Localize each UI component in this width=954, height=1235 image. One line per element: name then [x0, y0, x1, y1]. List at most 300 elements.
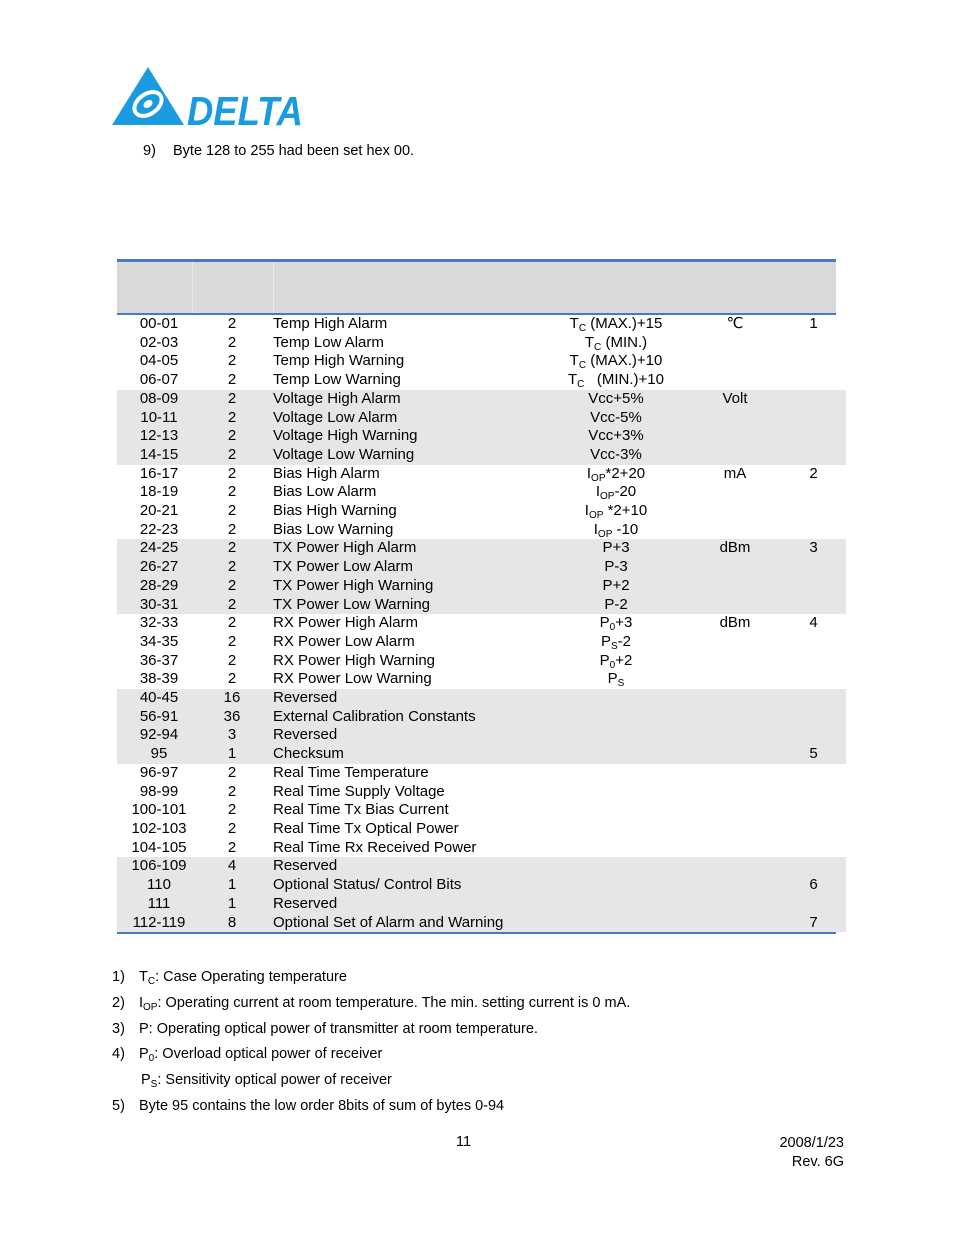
footnote-text-rest: : Operating current at room temperature. The min. setting current is 0 mA.	[157, 994, 631, 1011]
note-ref	[781, 726, 846, 745]
unit	[689, 502, 781, 521]
revision-label: Rev. 6G	[791, 1154, 844, 1170]
byte-count: 2	[227, 483, 237, 501]
note-ref	[781, 633, 846, 652]
delta-wordmark: DELTA	[187, 88, 303, 128]
threshold-value	[543, 502, 689, 521]
footnote-item	[112, 1042, 630, 1068]
byte-count: 2	[201, 539, 263, 558]
byte-count: 2	[227, 819, 237, 837]
field-name: Voltage Low Alarm	[263, 409, 543, 428]
table-row	[117, 895, 846, 914]
byte-count: 2	[227, 502, 237, 520]
note-ref	[781, 334, 846, 353]
footnote-text-rest: : Overload optical power of receiver	[154, 1046, 383, 1063]
table-row	[117, 446, 846, 465]
value-suffix: (MAX.)+10	[586, 352, 663, 370]
unit	[689, 670, 781, 689]
value-suffix: *2+20	[605, 464, 646, 482]
value-suffix: +3	[615, 614, 633, 632]
table-row	[117, 334, 846, 353]
value-subscript: C	[577, 379, 585, 391]
field-name: TX Power High Alarm	[263, 539, 543, 558]
revision-block	[779, 1134, 844, 1172]
byte-address: 92-94	[117, 726, 201, 745]
unit	[689, 857, 781, 876]
table-row	[117, 539, 846, 558]
field-name: Voltage High Alarm	[263, 390, 543, 409]
note-ref: 1	[809, 315, 818, 332]
table-row	[117, 596, 846, 615]
threshold-value	[543, 652, 689, 671]
table-row	[117, 409, 846, 428]
threshold-value	[543, 633, 689, 652]
unit: dBm	[689, 539, 781, 558]
note-ref	[781, 895, 846, 914]
footnote-subscript: C	[147, 976, 156, 987]
field-name: Voltage High Warning	[263, 427, 543, 446]
unit	[689, 708, 781, 727]
table-row	[117, 801, 846, 820]
byte-count: 2	[227, 371, 237, 389]
field-name: RX Power Low Warning	[273, 670, 432, 688]
note-ref	[781, 820, 846, 839]
table-row	[117, 390, 846, 409]
byte-count: 1	[201, 745, 263, 764]
threshold-value	[543, 857, 689, 876]
byte-count: 1	[201, 895, 263, 914]
byte-address: 100-101	[131, 801, 187, 819]
table-body	[117, 315, 846, 932]
value-main: Vcc+5%	[588, 389, 644, 407]
threshold-value	[543, 708, 689, 727]
value-main: P-2	[604, 595, 628, 613]
threshold-value	[543, 409, 689, 428]
field-name: RX Power Low Alarm	[273, 632, 415, 650]
byte-count: 2	[227, 651, 237, 669]
note-ref	[781, 839, 846, 858]
field-name: Real Time Tx Bias Current	[273, 801, 449, 819]
footnote-text-rest: : Sensitivity optical power of receiver	[157, 1072, 392, 1089]
field-name: Reserved	[263, 895, 543, 914]
byte-address: 96-97	[139, 763, 179, 781]
footnote-text: P	[139, 1046, 149, 1063]
page-number: 11	[456, 1134, 472, 1150]
table-row	[117, 652, 846, 671]
footnote-text: Byte 95 contains the low order 8bits of sum of bytes 0-94	[139, 1097, 505, 1114]
value-main: P	[599, 614, 610, 632]
field-name: Real Time Rx Received Power	[273, 838, 477, 856]
byte-count: 2	[227, 782, 237, 800]
footnote-text: T	[139, 969, 148, 985]
byte-count: 2	[201, 577, 263, 596]
value-subscript: C	[578, 360, 587, 372]
byte-address: 36-37	[139, 651, 179, 669]
footnote-text: I	[139, 994, 144, 1011]
table-row	[117, 614, 846, 633]
value-main: P	[600, 632, 611, 650]
unit	[689, 726, 781, 745]
byte-address: 24-25	[117, 539, 201, 558]
byte-count: 2	[201, 558, 263, 577]
field-name: Reserved	[263, 857, 543, 876]
byte-address: 20-21	[139, 502, 179, 520]
byte-count: 4	[201, 857, 263, 876]
byte-count: 36	[201, 708, 263, 727]
field-name: Temp Low Alarm	[273, 333, 384, 351]
field-name: Checksum	[263, 745, 543, 764]
field-name: External Calibration Constants	[263, 708, 543, 727]
value-suffix: (MIN.)+10	[584, 371, 664, 389]
note-ref	[781, 427, 846, 446]
byte-address: 112-119	[117, 914, 201, 933]
unit: dBm	[719, 614, 751, 632]
note-ref	[781, 689, 846, 708]
byte-count: 2	[227, 315, 237, 332]
byte-address: 102-103	[131, 819, 187, 837]
note-ref	[781, 502, 846, 521]
byte-address: 22-23	[139, 520, 179, 538]
field-name: Real Time Supply Voltage	[273, 782, 445, 800]
byte-count: 2	[201, 596, 263, 615]
note-ref	[781, 521, 846, 540]
unit: mA	[723, 464, 747, 482]
value-main: I	[586, 464, 592, 482]
table-row	[117, 783, 846, 802]
unit	[689, 820, 781, 839]
note-ref	[781, 577, 846, 596]
footnote-number: 2)	[112, 994, 125, 1011]
value-suffix: (MIN.)	[601, 333, 648, 351]
field-name: RX Power High Warning	[273, 651, 436, 669]
value-main: Vcc-3%	[590, 445, 642, 463]
byte-address: 16-17	[139, 464, 179, 482]
byte-address: 104-105	[131, 838, 187, 856]
table-header	[117, 259, 836, 315]
footnote-item	[112, 1017, 630, 1043]
byte-address: 111	[117, 895, 201, 914]
threshold-value	[543, 745, 689, 764]
field-name: Bias Low Alarm	[273, 483, 377, 501]
unit	[689, 783, 781, 802]
note-ref	[781, 390, 846, 409]
unit	[689, 409, 781, 428]
unit	[689, 483, 781, 502]
value-suffix: -20	[614, 483, 637, 501]
value-subscript: OP	[597, 528, 613, 540]
unit	[689, 876, 781, 895]
note-ref	[781, 801, 846, 820]
field-name: Temp High Alarm	[273, 315, 388, 332]
note-9	[143, 143, 414, 159]
footnotes	[112, 965, 630, 1120]
revision-date: 2008/1/23	[779, 1135, 844, 1151]
memory-map-table	[117, 259, 836, 934]
field-name: Real Time Temperature	[273, 763, 429, 781]
note-ref	[781, 371, 846, 390]
table-row	[117, 670, 846, 689]
value-main: P	[607, 670, 618, 688]
threshold-value	[543, 352, 689, 371]
field-name: TX Power High Warning	[263, 577, 543, 596]
footnote-number: 1)	[112, 969, 125, 985]
unit	[689, 652, 781, 671]
unit	[689, 596, 781, 615]
footnote-text: P: Operating optical power of transmitter at room temperature.	[139, 1020, 538, 1037]
byte-address: 40-45	[117, 689, 201, 708]
unit	[689, 764, 781, 783]
unit	[689, 839, 781, 858]
threshold-value	[543, 446, 689, 465]
byte-address: 14-15	[117, 446, 201, 465]
delta-logo	[112, 66, 306, 128]
footnote-number: 5)	[112, 1097, 125, 1114]
byte-count: 2	[227, 333, 237, 351]
value-main: I	[584, 502, 589, 520]
threshold-value	[543, 726, 689, 745]
note-ref	[781, 596, 846, 615]
table-row	[117, 558, 846, 577]
unit	[689, 895, 781, 914]
table-row	[117, 427, 846, 446]
threshold-value	[543, 521, 689, 540]
byte-address: 04-05	[139, 352, 179, 370]
threshold-value	[543, 558, 689, 577]
table-row	[117, 914, 846, 933]
field-name: TX Power Low Alarm	[263, 558, 543, 577]
value-subscript: 0	[609, 659, 616, 671]
threshold-value	[543, 465, 689, 484]
byte-address: 26-27	[117, 558, 201, 577]
threshold-value	[543, 876, 689, 895]
byte-address: 18-19	[139, 483, 179, 501]
note-ref	[781, 857, 846, 876]
note-ref	[781, 352, 846, 371]
note-ref	[781, 652, 846, 671]
byte-address: 12-13	[117, 427, 201, 446]
field-name: Bias Low Warning	[273, 520, 394, 538]
value-subscript: OP	[600, 491, 615, 503]
byte-address: 30-31	[117, 596, 201, 615]
unit	[689, 745, 781, 764]
unit	[689, 352, 781, 371]
byte-address: 56-91	[117, 708, 201, 727]
note-ref: 4	[809, 614, 818, 632]
note-ref	[781, 446, 846, 465]
byte-count: 3	[201, 726, 263, 745]
table-row	[117, 764, 846, 783]
threshold-value	[543, 839, 689, 858]
byte-address: 32-33	[139, 614, 179, 632]
threshold-value	[543, 539, 689, 558]
byte-address: 98-99	[139, 782, 179, 800]
note-9-text: Byte 128 to 255 had been set hex 00.	[173, 143, 415, 159]
threshold-value	[543, 427, 689, 446]
footnote-subscript: 0	[148, 1053, 155, 1065]
field-name: Voltage Low Warning	[263, 446, 543, 465]
table-row	[117, 726, 846, 745]
table-row	[117, 839, 846, 858]
byte-address: 38-39	[139, 670, 179, 688]
unit	[689, 446, 781, 465]
value-subscript: S	[611, 640, 618, 652]
note-ref	[781, 708, 846, 727]
footnote-subscript: S	[150, 1079, 158, 1091]
unit	[689, 334, 781, 353]
table-row	[117, 352, 846, 371]
table-row	[117, 521, 846, 540]
value-main: I	[593, 520, 598, 538]
value-subscript: S	[617, 678, 625, 690]
byte-count: 2	[227, 464, 237, 482]
byte-count: 2	[227, 763, 237, 781]
unit	[689, 914, 781, 933]
value-suffix: -10	[612, 520, 639, 538]
threshold-value	[543, 371, 689, 390]
value-main: T	[569, 315, 579, 332]
field-name: Bias High Warning	[273, 502, 397, 520]
field-name: Temp Low Warning	[273, 371, 401, 389]
note-ref	[781, 764, 846, 783]
value-main: P+3	[602, 539, 630, 557]
threshold-value	[543, 483, 689, 502]
threshold-value	[543, 315, 689, 334]
field-name: Temp High Warning	[273, 352, 405, 370]
byte-count: 2	[227, 632, 237, 650]
value-main: I	[595, 483, 601, 501]
note-ref	[781, 670, 846, 689]
byte-address: 34-35	[139, 632, 179, 650]
unit	[689, 689, 781, 708]
note-ref	[781, 783, 846, 802]
footnote-subscript: OP	[143, 1001, 158, 1013]
byte-count: 2	[227, 801, 237, 819]
footnote-text: P	[141, 1072, 151, 1089]
value-main: Vcc-5%	[590, 408, 642, 426]
table-row	[117, 483, 846, 502]
value-suffix: (MAX.)+15	[586, 315, 663, 332]
value-suffix: *2+10	[603, 502, 648, 520]
byte-count: 2	[201, 390, 263, 409]
note-ref: 5	[781, 745, 846, 764]
field-name: Reversed	[263, 689, 543, 708]
note-ref	[781, 483, 846, 502]
byte-address: 28-29	[117, 577, 201, 596]
unit	[689, 633, 781, 652]
field-name: Bias High Alarm	[273, 464, 380, 482]
note-ref: 6	[781, 876, 846, 895]
field-name: Real Time Tx Optical Power	[273, 819, 459, 837]
table-row	[117, 371, 846, 390]
delta-triangle-icon	[112, 67, 184, 125]
field-name: TX Power Low Warning	[263, 596, 543, 615]
threshold-value	[543, 670, 689, 689]
threshold-value	[543, 390, 689, 409]
threshold-value	[543, 689, 689, 708]
value-subscript: C	[594, 341, 602, 353]
unit	[689, 521, 781, 540]
unit: Volt	[689, 390, 781, 409]
field-name: Reversed	[263, 726, 543, 745]
unit	[689, 371, 781, 390]
field-name: Optional Set of Alarm and Warning	[263, 914, 543, 933]
note-ref: 7	[781, 914, 846, 933]
note-ref	[781, 409, 846, 428]
table-row	[117, 465, 846, 484]
byte-address: 00-01	[139, 315, 179, 332]
value-subscript: C	[578, 323, 587, 334]
byte-address: 06-07	[139, 371, 179, 389]
table-row	[117, 857, 846, 876]
note-ref: 2	[809, 464, 818, 482]
footnote-item	[112, 965, 630, 991]
byte-address: 02-03	[139, 333, 179, 351]
threshold-value	[543, 801, 689, 820]
threshold-value	[543, 577, 689, 596]
note-9-number: 9)	[143, 143, 156, 159]
byte-count: 2	[227, 614, 237, 632]
note-ref	[781, 558, 846, 577]
table-row	[117, 876, 846, 895]
threshold-value	[543, 783, 689, 802]
value-subscript: OP	[588, 510, 604, 522]
byte-count: 2	[201, 409, 263, 428]
footnote-item	[112, 1094, 630, 1120]
byte-count: 2	[227, 520, 237, 538]
table-row	[117, 315, 846, 334]
byte-count: 8	[201, 914, 263, 933]
footnote-item	[112, 991, 630, 1017]
value-suffix: -2	[617, 632, 632, 650]
threshold-value	[543, 895, 689, 914]
threshold-value	[543, 820, 689, 839]
unit	[689, 801, 781, 820]
byte-address: 95	[117, 745, 201, 764]
value-suffix: +2	[615, 651, 633, 669]
threshold-value	[543, 914, 689, 933]
byte-address: 106-109	[117, 857, 201, 876]
value-subscript: OP	[591, 472, 606, 484]
value-main: T	[567, 371, 578, 389]
value-main: P+2	[602, 576, 630, 594]
byte-count: 2	[227, 352, 237, 370]
threshold-value	[543, 334, 689, 353]
footnote-number: 4)	[112, 1046, 125, 1063]
footnote-item	[112, 1068, 630, 1094]
unit: ℃	[726, 315, 744, 332]
table-row	[117, 820, 846, 839]
value-subscript: 0	[609, 622, 616, 634]
byte-count: 1	[201, 876, 263, 895]
threshold-value	[543, 596, 689, 615]
value-main: Vcc+3%	[588, 427, 644, 445]
threshold-value	[543, 614, 689, 633]
unit	[689, 577, 781, 596]
value-main: T	[584, 333, 595, 351]
byte-count: 2	[201, 427, 263, 446]
threshold-value	[543, 764, 689, 783]
table-row	[117, 689, 846, 708]
footnote-number: 3)	[112, 1020, 125, 1037]
byte-address: 110	[117, 876, 201, 895]
field-name: RX Power High Alarm	[273, 614, 419, 632]
field-name: Optional Status/ Control Bits	[263, 876, 543, 895]
byte-count: 2	[227, 670, 237, 688]
value-main: P-3	[604, 558, 628, 576]
table-row	[117, 502, 846, 521]
footnote-text-rest: : Case Operating temperature	[155, 969, 347, 985]
unit	[689, 427, 781, 446]
